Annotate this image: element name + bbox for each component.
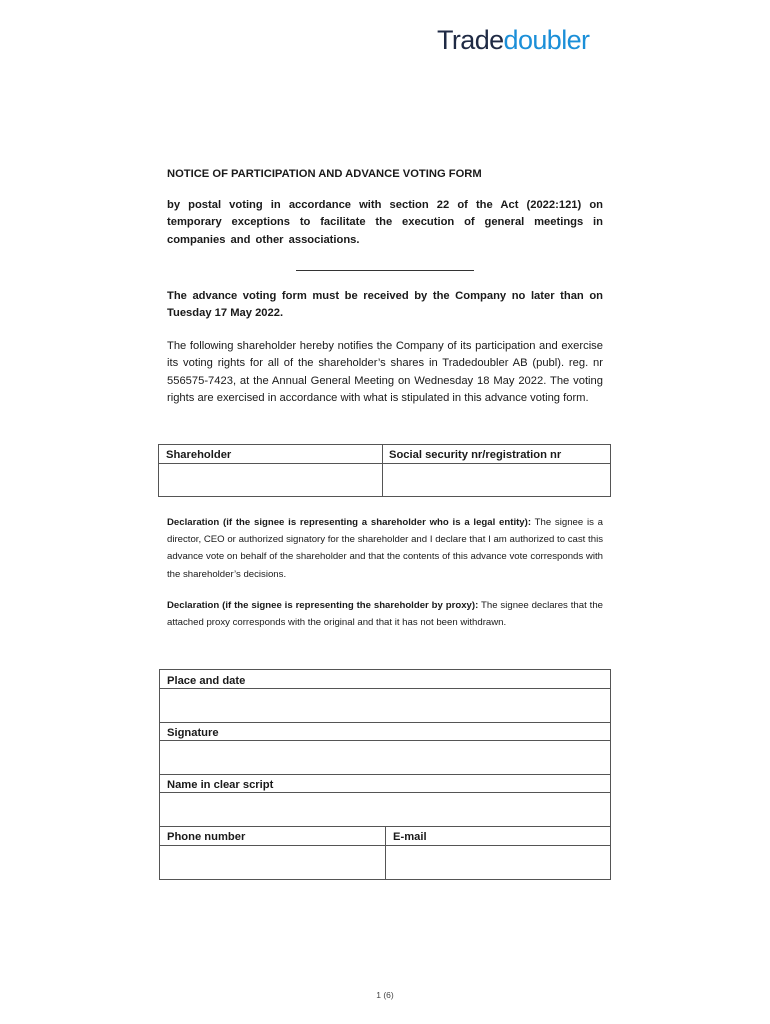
shareholder-table	[158, 444, 611, 497]
declaration-proxy	[167, 597, 603, 631]
signature-table	[159, 669, 611, 880]
form-title: NOTICE OF PARTICIPATION AND ADVANCE VOTING FORM	[167, 168, 482, 180]
signature-label: Signature	[167, 727, 219, 739]
phone-label: Phone number	[167, 831, 246, 843]
company-logo	[437, 24, 589, 56]
declaration-proxy-heading: Declaration (if the signee is representing the shareholder by proxy):	[167, 600, 479, 611]
place-date-field[interactable]	[160, 689, 610, 722]
email-label: E-mail	[393, 831, 427, 843]
declaration-proxy-text: The signee declares that the attached proxy corresponds with the original and that it has not been withdrawn.	[167, 600, 603, 629]
phone-field[interactable]	[160, 846, 385, 879]
name-field[interactable]	[160, 793, 610, 826]
participation-notice: The following shareholder hereby notifies the Company of its participation and exercise its voting rights for all of the shareholder’s shares in Tradedoubler AB (publ). reg. nr 556575-7423, at the Annual General Meeting on Wednesday 18 May 2022. The voting rights are exercised in accordance with what is stipulated in this advance voting form.	[167, 340, 603, 405]
ssn-field[interactable]	[383, 464, 610, 496]
signature-field[interactable]	[160, 741, 610, 774]
declaration-legal-entity-heading: Declaration (if the signee is representing a shareholder who is a legal entity):	[167, 517, 532, 528]
shareholder-field[interactable]	[159, 464, 382, 496]
table-divider	[160, 722, 610, 723]
declaration-legal-entity	[167, 514, 603, 583]
ssn-label: Social security nr/registration nr	[389, 449, 562, 461]
separator-line	[296, 270, 474, 271]
shareholder-label: Shareholder	[166, 449, 232, 461]
deadline-notice: The advance voting form must be received by the Company no later than on Tuesday 17 May 2022.	[167, 290, 603, 320]
table-divider	[160, 774, 610, 775]
logo-text-part2: doubler	[503, 25, 590, 55]
form-subtitle: by postal voting in accordance with section 22 of the Act (2022:121) on temporary exceptions to facilitate the execution of general meetings in companies and other associations.	[167, 199, 603, 246]
page-number: 1 (6)	[376, 990, 394, 1000]
logo-text-part1: Trade	[437, 25, 504, 55]
name-label: Name in clear script	[167, 779, 274, 791]
email-field[interactable]	[386, 846, 610, 879]
place-date-label: Place and date	[167, 675, 246, 687]
declaration-legal-entity-text: The signee is a director, CEO or authorized signatory for the shareholder and I declare that I am authorized to cast this advance vote on behalf of the shareholder and that the contents of this advance vote corresponds with the shareholder’s decisions.	[167, 517, 603, 580]
